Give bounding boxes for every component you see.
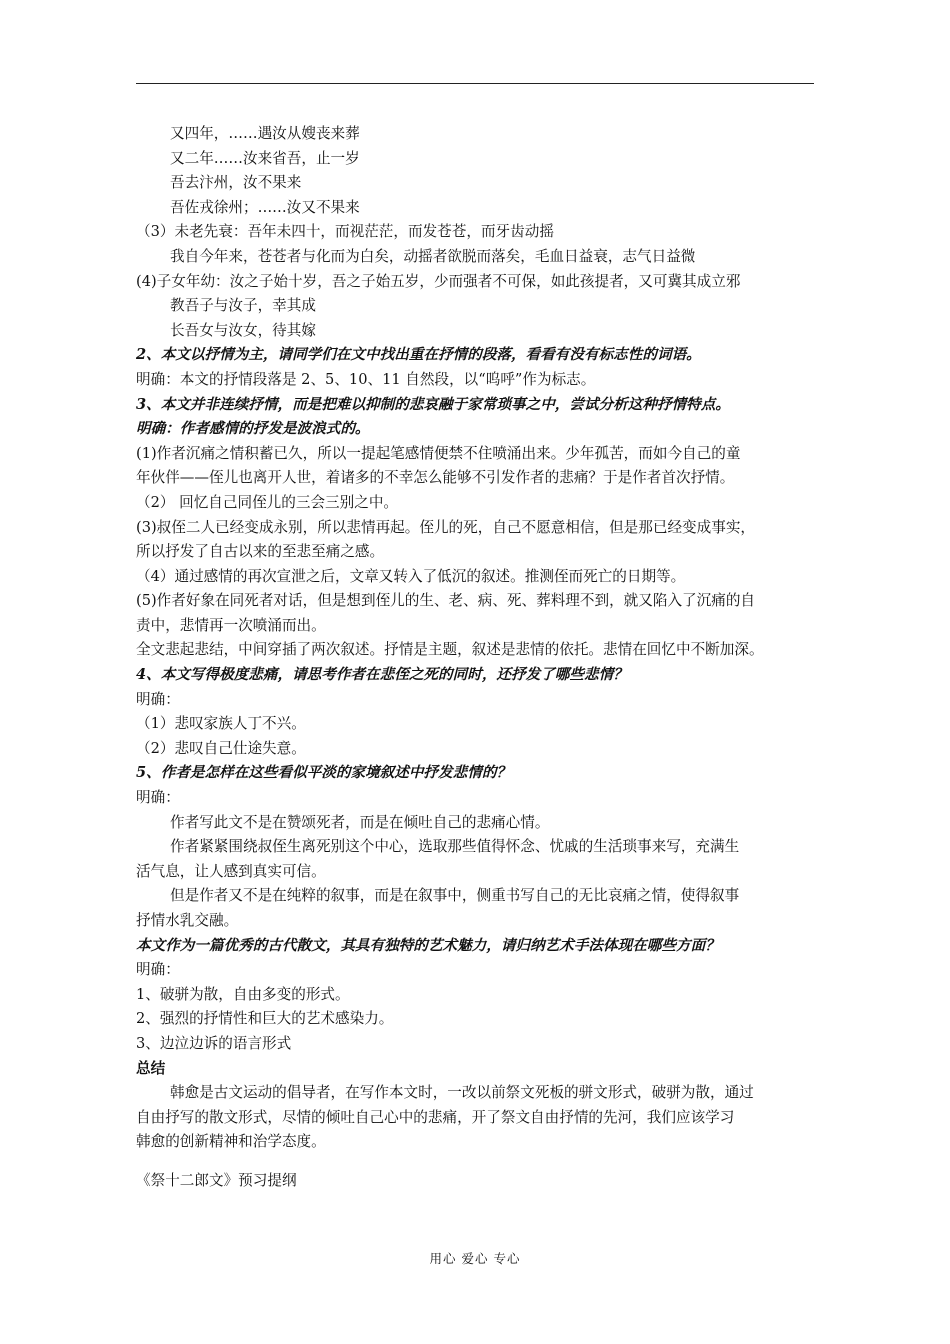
text-line: 吾去汴州，汝不果来 xyxy=(170,174,302,192)
text-line: 又四年，……遇汝从嫂丧来葬 xyxy=(170,125,360,142)
text-line: 韩愈的创新精神和治学态度。 xyxy=(136,1133,326,1151)
text-line: 明确： xyxy=(136,690,180,708)
header-rule xyxy=(136,83,814,84)
text-line: 2、强烈的抒情性和巨大的艺术感染力。 xyxy=(136,1010,394,1028)
text-line: 全文悲起悲结，中间穿插了两次叙述。抒情是主题，叙述是悲情的依托。悲情在回忆中不断加深。 xyxy=(136,641,764,659)
text-line: 教吾子与汝子，幸其成 xyxy=(170,297,316,315)
text-line: （3）未老先衰：吾年未四十，而视茫茫，而发苍苍，而牙齿动摇 xyxy=(136,223,554,241)
spacer xyxy=(136,1155,816,1169)
text-line: 抒情水乳交融。 xyxy=(136,912,239,929)
question-heading: 本文作为一篇优秀的古代散文，其具有独特的艺术魅力，请归纳艺术手法体现在哪些方面？ xyxy=(136,936,720,954)
text-line: 明确： xyxy=(136,961,180,979)
text-line: 明确：本文的抒情段落是 2、5、10、11 自然段，以“呜呼”作为标志。 xyxy=(136,370,596,388)
text-line: (4)子女年幼：汝之子始十岁，吾之子始五岁，少而强者不可保，如此孩提者，又可冀其成立邪 xyxy=(136,272,741,290)
text-line: 明确： xyxy=(136,789,180,807)
question-heading: 4、本文写得极度悲痛，请思考作者在悲侄之死的同时，还抒发了哪些悲情？ xyxy=(136,666,628,684)
question-heading: 2、本文以抒情为主，请同学们在文中找出重在抒情的段落，看看有没有标志性的词语。 xyxy=(136,346,701,364)
text-line: 但是作者又不是在纯粹的叙事，而是在叙事中，侧重书写自己的无比哀痛之情，使得叙事 xyxy=(170,887,740,905)
text-line: 年伙伴——侄儿也离开人世，着诸多的不幸怎么能够不引发作者的悲痛？于是作者首次抒情。 xyxy=(136,469,735,487)
text-line: 自由抒写的散文形式，尽情的倾吐自己心中的悲痛，开了祭文自由抒情的先河，我们应该学习 xyxy=(136,1108,735,1126)
answer-heading: 明确：作者感情的抒发是波浪式的。 xyxy=(136,420,370,438)
text-line: 又二年……汝来省吾，止一岁 xyxy=(170,149,360,167)
text-line: (3)叔侄二人已经变成永别，所以悲情再起。侄儿的死，自己不愿意相信，但是那已经变成事实， xyxy=(136,518,756,536)
summary-heading: 总结 xyxy=(136,1059,166,1077)
text-line: (1)作者沉痛之情积蓄已久，所以一提起笔感情便禁不住喷涌出来。少年孤苦，而如今自己的童 xyxy=(136,444,741,462)
question-heading: 3、本文并非连续抒情，而是把难以抑制的悲哀融于家常琐事之中，尝试分析这种抒情特点。 xyxy=(136,395,730,413)
text-line: 我自今年来，苍苍者与化而为白矣，动摇者欲脱而落矣，毛血日益衰，志气日益微 xyxy=(170,247,696,265)
page-footer: 用心 爱心 专心 xyxy=(429,1251,521,1266)
text-line: 所以抒发了自古以来的至悲至痛之感。 xyxy=(136,543,385,561)
text-line: （2）悲叹自己仕途失意。 xyxy=(136,739,306,757)
question-heading: 5、作者是怎样在这些看似平淡的家境叙述中抒发悲情的？ xyxy=(136,764,512,782)
text-line: （4）通过感情的再次宣泄之后，文章又转入了低沉的叙述。推测侄而死亡的日期等。 xyxy=(136,567,686,585)
text-line: 3、边泣边诉的语言形式 xyxy=(136,1034,292,1052)
text-line: 长吾女与汝女，待其嫁 xyxy=(170,321,316,339)
text-line: 作者紧紧围绕叔侄生离死别这个中心，选取那些值得怀念、忧戚的生活琐事来写，充满生 xyxy=(170,838,740,856)
text-line: 责中，悲情再一次喷涌而出。 xyxy=(136,616,326,634)
text-line: 作者写此文不是在赞颂死者，而是在倾吐自己的悲痛心情。 xyxy=(170,813,550,831)
text-line: (5)作者好象在同死者对话，但是想到侄儿的生、老、病、死、葬料理不到，就又陷入了沉痛的自 xyxy=(136,592,756,610)
text-line: （1）悲叹家族人丁不兴。 xyxy=(136,715,306,733)
text-line: 吾佐戎徐州；……汝又不果来 xyxy=(170,198,360,216)
text-line: 活气息，让人感到真实可信。 xyxy=(136,862,326,880)
text-line: 韩愈是古文运动的倡导者，在写作本文时，一改以前祭文死板的骈文形式，破骈为散，通过 xyxy=(170,1084,754,1102)
outline-title: 《祭十二郎文》预习提纲 xyxy=(136,1171,297,1189)
text-line: 1、破骈为散，自由多变的形式。 xyxy=(136,985,350,1003)
document-body xyxy=(136,122,816,1194)
text-line: （2） 回忆自己同侄儿的三会三别之中。 xyxy=(136,493,399,511)
